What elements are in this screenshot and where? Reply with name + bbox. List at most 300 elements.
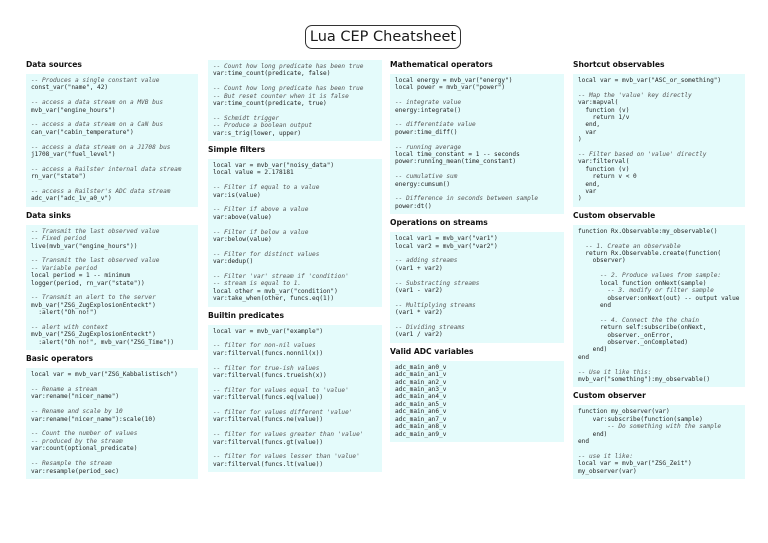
code-comment-line [395,121,560,128]
code-comment-line [213,184,378,191]
code-text: local power = mvb_var("power") [395,84,506,92]
code-text: -- access a Railster's ADC data stream [31,188,171,196]
code-text: observer:onNext(out) -- output value [578,294,740,302]
code-line [31,272,194,279]
code-line [578,265,741,272]
code-comment-line [213,387,378,394]
section-heading: Simple filters [208,145,266,155]
code-text: energy:integrate() [395,106,462,114]
code-line [31,181,194,188]
code-line [578,228,741,235]
code-line [395,364,560,371]
code-line [578,295,741,302]
code-comment-line [213,280,378,287]
section [390,60,564,214]
code-comment-line [31,294,194,301]
section [573,211,745,387]
code-line [578,257,741,264]
code-text: (var1 + var2) [395,264,443,272]
code-text: -- cumulative sum [395,173,458,181]
code-line [578,332,741,339]
code-line [213,243,378,250]
code-line [578,250,741,257]
code-line [213,394,378,401]
code-text: -- Difference in seconds between sample [395,195,539,203]
code-text: local var = mvb_var("ZSG_Zeit") [578,460,692,468]
code-text: var:filterval(funcs.eq(value)) [213,394,324,402]
code-text: -- Substracting streams [395,279,480,287]
code-text: -- filter for true-ish values [213,364,320,372]
section [208,145,382,307]
code-line [395,431,560,438]
code-line [395,287,560,294]
section [26,211,198,350]
code-line [395,77,560,84]
code-text: -- access a data stream on a MVB bus [31,99,164,107]
code-text: -- running average [395,143,462,151]
code-text: -- filter for values lesser than 'value' [213,453,360,461]
section [26,60,198,207]
code-text: var [578,128,597,136]
code-line [31,401,194,408]
section [208,60,382,141]
code-comment-line [31,257,194,264]
code-text: var:filterval(funcs.trueish(x)) [213,372,327,380]
code-text: -- Use it like this: [578,368,652,376]
code-line [578,280,741,287]
code-text: power:running_mean(time_constant) [395,158,517,166]
code-text: local energy = mvb_var("energy") [395,77,513,84]
code-text: var:count(optional_predicate) [31,445,138,453]
code-text: adc_main_an1_v [395,371,447,379]
code-text: var:filterval(funcs.ne(value)) [213,416,324,424]
code-line [578,195,741,202]
code-comment-line [213,342,378,349]
code-line [213,350,378,357]
code-text: -- alert with context [31,324,109,332]
code-text: :alert("Oh no!") [31,309,98,317]
code-text: function my_observer(var) [578,408,670,416]
code-comment-line [395,195,560,202]
code-text: -- integrate value [395,99,462,107]
code-block [573,225,745,387]
code-text: my_observer(var) [578,467,637,475]
code-line [395,181,560,188]
code-line [395,235,560,242]
code-text: j1708_var("fuel_level") [31,151,116,159]
code-text: observer) [578,257,626,265]
code-comment-line [31,386,194,393]
code-text: end, [578,180,601,188]
code-text: return Rx.Observable.create(function( [578,250,722,258]
code-comment-line [31,460,194,467]
code-comment-line [213,251,378,258]
code-text: -- Fixed period [31,235,87,243]
code-line [213,379,378,386]
code-text: -- Produces a single constant value [31,77,160,84]
section [390,347,564,442]
section-heading: Builtin predicates [208,310,284,320]
code-line [31,107,194,114]
code-text: rn_var("state") [31,173,87,181]
code-block [208,60,382,141]
code-comment-line [31,438,194,445]
code-comment-line [31,235,194,242]
code-line [31,136,194,143]
code-text: local period = 1 -- minimum [31,272,131,280]
code-text: -- stream is equal to 1. [213,280,302,288]
code-text: local var = mvb_var("ZSG_Kabbalistisch") [31,371,178,379]
code-text: -- Rename a stream [31,386,98,394]
code-text: -- Transmit the last observed value [31,257,160,265]
code-text: (var1 / var2) [395,331,443,339]
code-comment-line [395,324,560,331]
code-line [578,188,741,195]
code-text: var:time_count(predicate, true) [213,100,327,108]
code-line [578,408,741,415]
code-line [395,379,560,386]
code-line [213,192,378,199]
code-line [578,339,741,346]
code-text: adc_main_an2_v [395,378,447,386]
code-line [395,272,560,279]
code-line [213,266,378,273]
code-line [213,236,378,243]
code-text: -- Produce a boolean output [213,122,313,130]
code-line [395,386,560,393]
code-line [578,181,741,188]
code-line [213,357,378,364]
code-block [208,159,382,307]
code-text: end) [578,430,608,438]
section [208,311,382,473]
code-line [31,302,194,309]
code-text: return v < 0 [578,173,637,181]
section-heading: Mathematical operators [390,60,493,69]
code-text: function (v) [578,106,630,114]
code-text: can_var("cabin_temperature") [31,128,134,136]
code-text: -- Schmidt trigger [213,114,280,122]
code-line [213,162,378,169]
code-text: (var1 * var2) [395,309,443,317]
code-comment-line [31,324,194,331]
code-line [213,221,378,228]
code-line [213,295,378,302]
code-block [390,361,564,442]
code-text: -- 1. Create an observable [578,242,681,250]
code-line [213,130,378,137]
code-line [31,151,194,158]
code-text: var [578,188,597,196]
code-comment-line [31,77,194,84]
code-text: adc_main_an4_v [395,393,447,401]
code-line [31,453,194,460]
code-line [31,331,194,338]
code-text: -- filter for values equal to 'value' [213,386,349,394]
code-comment-line [578,453,741,460]
code-text: var:take_when(other, funcs.eq(1)) [213,295,335,303]
code-comment-line [395,99,560,106]
code-text: end [578,437,590,445]
code-block [573,405,745,479]
code-line [213,328,378,335]
code-comment-line [395,280,560,287]
code-line [31,243,194,250]
code-line [395,401,560,408]
code-line [213,416,378,423]
code-text: return 1/v [578,114,630,122]
code-text: mvb_var("something"):my_observable() [578,375,711,383]
code-line [213,107,378,114]
code-text: var:above(value) [213,213,272,221]
code-line [578,235,741,242]
code-text: -- differentiate value [395,121,476,129]
code-block [26,74,198,207]
code-text: function (v) [578,165,630,173]
code-line [31,445,194,452]
code-text: -- Dividing streams [395,324,465,332]
code-text: local var = mvb_var("example") [213,327,324,335]
code-text: local other = mvb_var("condition") [213,287,338,295]
code-text: local var2 = mvb_var("var2") [395,242,498,250]
code-text: -- Filter for distinct values [213,250,320,258]
code-text: -- adding streams [395,257,458,265]
code-line [578,173,741,180]
section-heading: Basic operators [26,354,93,364]
code-line [31,379,194,386]
code-line [578,376,741,383]
column-1 [26,60,198,483]
code-line [395,151,560,158]
code-line [395,317,560,324]
code-line [578,77,741,84]
code-text: :alert("Oh no!", mvb_var("ZSG_Time")) [31,338,175,346]
code-comment-line [31,408,194,415]
code-line [31,309,194,316]
code-text: -- Filter if above a value [213,206,309,214]
code-line [31,393,194,400]
code-text: -- 2. Produce values from sample: [578,272,722,280]
code-comment-line [395,257,560,264]
code-text: local value = 2.178181 [213,169,294,177]
code-line [213,214,378,221]
code-text: adc_main_an0_v [395,363,447,371]
code-comment-line [213,409,378,416]
code-comment-line [31,99,194,106]
code-line [578,460,741,467]
code-line [395,393,560,400]
code-text: adc_main_an7_v [395,415,447,423]
code-line [31,339,194,346]
code-text: return self:subscribe(onNext, [578,324,707,332]
page-title: Lua CEP Cheatsheet [305,25,461,49]
code-line [578,302,741,309]
code-text: end) [578,346,608,354]
code-line [31,371,194,378]
code-text: var:below(value) [213,236,272,244]
code-text: -- filter for values greater than 'value' [213,431,364,439]
code-comment-line [578,243,741,250]
code-comment-line [395,173,560,180]
code-block [208,325,382,473]
code-comment-line [578,151,741,158]
code-line [578,114,741,121]
code-line [395,203,560,210]
code-text: -- Count the number of values [31,430,138,438]
section-heading: Data sources [26,60,82,69]
code-text: -- Transmit an alert to the server [31,294,156,302]
code-comment-line [31,121,194,128]
code-line [395,265,560,272]
code-comment-line [578,369,741,376]
code-line [395,136,560,143]
code-text: adc_var("adc_1v_a0_v") [31,195,112,203]
code-line [395,84,560,91]
code-text: -- Rename and scale by 10 [31,408,123,416]
code-comment-line [31,188,194,195]
code-line [395,408,560,415]
code-text: var:dedup() [213,258,254,266]
code-text: -- But reset counter when it is false [213,92,349,100]
code-text: var:subscribe(function(sample) [578,415,703,423]
code-comment-line [31,265,194,272]
code-text: -- Count how long predicate has been true [213,85,364,93]
code-line [31,195,194,202]
code-line [213,439,378,446]
code-line [31,129,194,136]
code-text: -- access a data stream on a CaN bus [31,121,164,129]
code-text: var:resample(period_sec) [31,467,120,475]
code-line [213,258,378,265]
section [573,391,745,479]
code-text: adc_main_an3_v [395,386,447,394]
code-line [395,331,560,338]
code-line [578,144,741,151]
section [573,60,745,207]
section-heading: Operations on streams [390,218,488,228]
code-text: var:filterval(funcs.lt(value)) [213,460,324,468]
code-text: ) [578,195,582,203]
code-text: var:rename("nicer_name") [31,393,120,401]
code-line [395,416,560,423]
code-text: -- use it like: [578,452,634,460]
code-text: local var = mvb_var("noisy_data") [213,162,335,170]
code-line [31,173,194,180]
code-text: var:filterval(funcs.nonnil(x)) [213,349,324,357]
code-line [578,346,741,353]
code-text: var:filterval(funcs.gt(value)) [213,438,324,446]
code-comment-line [31,430,194,437]
column-4 [573,60,745,483]
code-text: var:filterval( [578,158,630,166]
code-text: -- 3. modify or filter sample [578,287,714,295]
code-comment-line [31,144,194,151]
code-text: logger(period, rn_var("state")) [31,279,145,287]
code-line [578,324,741,331]
code-line [578,354,741,361]
code-line [578,129,741,136]
code-line [578,107,741,114]
code-text: -- access a data stream on a J1708 bus [31,143,171,151]
code-comment-line [213,93,378,100]
code-text: -- Filter if below a value [213,228,309,236]
code-line [395,158,560,165]
section-heading: Valid ADC variables [390,346,474,356]
code-text: -- Count how long predicate has been true [213,63,364,70]
code-block [390,74,564,214]
section [26,354,198,479]
code-comment-line [213,431,378,438]
code-line [578,361,741,368]
code-comment-line [578,92,741,99]
section-heading: Data sinks [26,210,71,220]
code-text: observer._onCompleted) [578,338,689,346]
code-text: (var1 - var2) [395,287,443,295]
code-comment-line [578,423,741,430]
code-line [213,100,378,107]
code-comment-line [578,272,741,279]
code-text: adc_main_an9_v [395,430,447,438]
code-block [26,225,198,350]
code-comment-line [31,228,194,235]
section-heading: Shortcut observables [573,60,665,69]
column-3 [390,60,564,446]
code-line [31,317,194,324]
code-text: -- access a Railster internal data stream [31,165,182,173]
code-line [578,445,741,452]
code-text: live(mvb_var("engine_hours")) [31,242,138,250]
code-text: const_var("name", 42) [31,84,109,92]
code-text: -- filter for non-nil values [213,342,316,350]
code-text: var:rename("nicer_name"):scale(10) [31,415,156,423]
code-line [578,309,741,316]
code-line [578,166,741,173]
column-2 [208,60,382,476]
code-text: var:is(value) [213,191,261,199]
code-line [578,99,741,106]
code-line [213,70,378,77]
code-block [390,232,564,343]
code-text: observer._onError, [578,331,674,339]
code-text: adc_main_an6_v [395,408,447,416]
code-text: var:mapval( [578,99,619,107]
code-text: end [578,353,590,361]
code-text: -- produced by the stream [31,437,123,445]
code-text: power:dt() [395,202,432,210]
code-line [31,468,194,475]
code-text: -- Resample the stream [31,460,112,468]
code-line [213,288,378,295]
code-text: mvb_var("ZSG_ZugExplosionEnteckt") [31,331,156,339]
code-comment-line [213,365,378,372]
code-text: var:s_trig(lower, upper) [213,129,302,137]
code-text: local var = mvb_var("ASC_or_something") [578,77,722,84]
code-line [395,309,560,316]
code-text: -- Variable period [31,264,98,272]
code-comment-line [213,85,378,92]
code-text: -- Do something with the sample [578,423,722,431]
code-comment-line [213,229,378,236]
code-text: -- 4. Connect the the chain [578,316,700,324]
code-line [31,158,194,165]
code-line [395,423,560,430]
code-text: adc_main_an5_v [395,400,447,408]
section [390,218,564,343]
section-heading: Custom observer [573,391,646,401]
code-line [395,107,560,114]
code-text: local function onNext(sample) [578,279,707,287]
code-comment-line [578,287,741,294]
